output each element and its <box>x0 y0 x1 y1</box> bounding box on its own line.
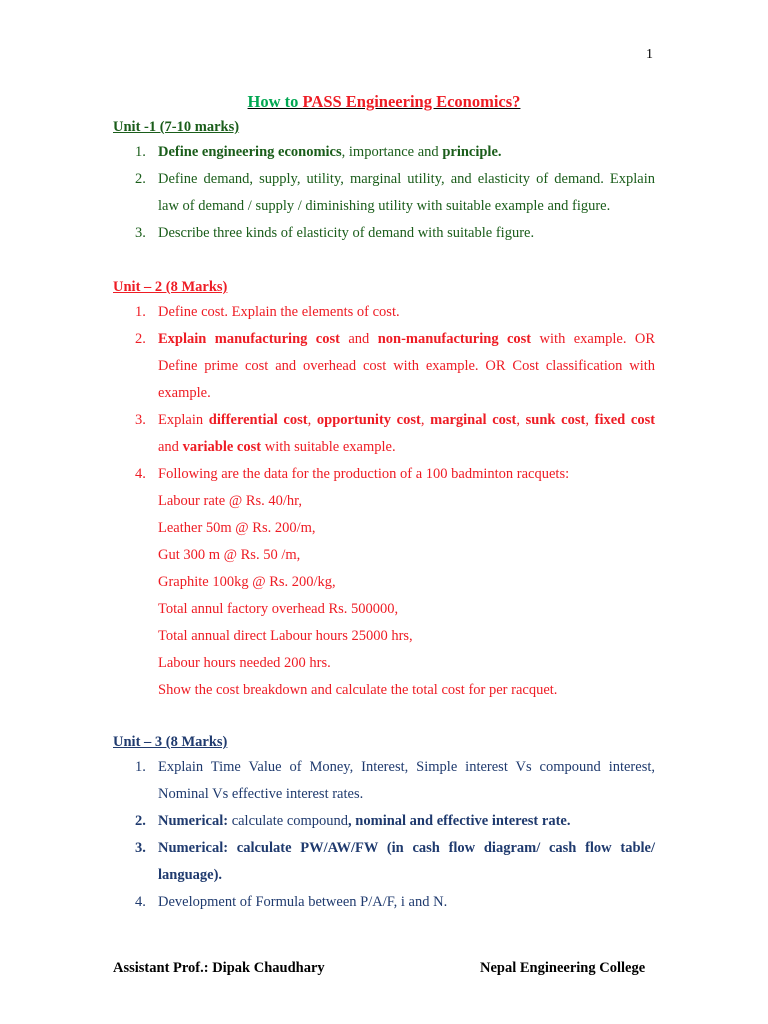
list-item <box>113 461 655 704</box>
item-text: and <box>339 331 378 347</box>
item-number: 2. <box>135 171 146 187</box>
list-item <box>113 407 655 461</box>
data-line: Labour rate @ Rs. 40/hr, <box>158 493 303 509</box>
list-item <box>113 299 655 326</box>
unit1-list <box>113 139 655 247</box>
footer-college: Nepal Engineering College <box>480 960 646 976</box>
title-how-to: How to <box>247 92 303 111</box>
list-item <box>113 889 655 916</box>
item-text: , <box>420 412 431 428</box>
item-number: 2. <box>135 813 146 829</box>
item-text: Define cost. Explain the elements of cost. <box>158 304 400 320</box>
unit3-heading: Unit – 3 (8 Marks) <box>113 734 228 750</box>
data-line: Show the cost breakdown and calculate the total cost for per racquet. <box>158 682 558 698</box>
item-bold-text: Define engineering economics <box>158 144 342 160</box>
unit2-heading: Unit – 2 (8 Marks) <box>113 279 228 295</box>
item-number: 3. <box>135 412 146 428</box>
item-text: , <box>585 412 595 428</box>
item-bold-text: marginal cost <box>430 412 517 428</box>
item-text: with example. OR Define prime cost and overhead cost with example. OR Cost classification with example. <box>158 331 656 401</box>
data-line: Total annul factory overhead Rs. 500000, <box>158 601 399 617</box>
item-text: Development of Formula between P/A/F, i and N. <box>158 894 448 910</box>
item-number: 1. <box>135 304 146 320</box>
unit3-list <box>113 754 655 916</box>
item-bold-text: sunk cost <box>525 412 586 428</box>
item-number: 2. <box>135 331 146 347</box>
page-number: 1 <box>646 47 653 62</box>
title-main: PASS Engineering Economics? <box>302 92 521 111</box>
item-bold-text: Explain manufacturing cost <box>158 331 340 347</box>
data-line: Total annual direct Labour hours 25000 hrs, <box>158 628 413 644</box>
list-item <box>113 754 655 808</box>
item-text: Following are the data for the production of a 100 badminton racquets: <box>158 466 570 482</box>
item-bold-text: fixed cost <box>594 412 656 428</box>
footer-author: Assistant Prof.: Dipak Chaudhary <box>113 960 325 976</box>
item-text: Describe three kinds of elasticity of demand with suitable figure. <box>158 225 535 241</box>
item-number: 4. <box>135 894 146 910</box>
item-text: , importance and <box>341 144 443 160</box>
item-bold-text: differential cost <box>208 412 308 428</box>
item-bold-text: principle. <box>442 144 502 160</box>
item-text: and <box>158 439 183 455</box>
unit2-list <box>113 299 655 704</box>
item-number: 4. <box>135 466 146 482</box>
list-item <box>113 166 655 220</box>
data-line: Labour hours needed 200 hrs. <box>158 655 331 671</box>
data-line: Leather 50m @ Rs. 200/m, <box>158 520 316 536</box>
list-item <box>113 220 655 247</box>
list-item <box>113 139 655 166</box>
item-text: Define demand, supply, utility, marginal utility, and elasticity of demand. Explain law of demand / supply / diminishing utility with suitable example and figure. <box>158 171 655 214</box>
data-line: Gut 300 m @ Rs. 50 /m, <box>158 547 301 563</box>
item-text: calculate compound <box>228 813 349 829</box>
item-number: 1. <box>135 759 146 775</box>
list-item <box>113 835 655 889</box>
item-number: 1. <box>135 144 146 160</box>
page-title <box>0 92 768 112</box>
item-bold-text: opportunity cost <box>316 412 421 428</box>
item-text: Explain <box>158 412 209 428</box>
item-bold-text: , nominal and effective interest rate. <box>348 813 571 829</box>
list-item <box>113 326 655 407</box>
item-text: , <box>516 412 526 428</box>
racquet-data-lines <box>158 488 655 704</box>
item-bold-text: variable cost <box>182 439 262 455</box>
data-line: Graphite 100kg @ Rs. 200/kg, <box>158 574 336 590</box>
item-bold-text: non-manufacturing cost <box>377 331 532 347</box>
item-number: 3. <box>135 225 146 241</box>
item-text: , <box>307 412 317 428</box>
item-bold-text: Numerical: <box>158 813 229 829</box>
item-bold-text: Numerical: calculate PW/AW/FW (in cash flow diagram/ cash flow table/ language). <box>158 840 655 883</box>
list-item <box>113 808 655 835</box>
item-text: with suitable example. <box>261 439 396 455</box>
item-text: Explain Time Value of Money, Interest, Simple interest Vs compound interest, Nominal Vs effective interest rates. <box>158 759 655 802</box>
item-number: 3. <box>135 840 146 856</box>
unit1-heading: Unit -1 (7-10 marks) <box>113 119 240 135</box>
